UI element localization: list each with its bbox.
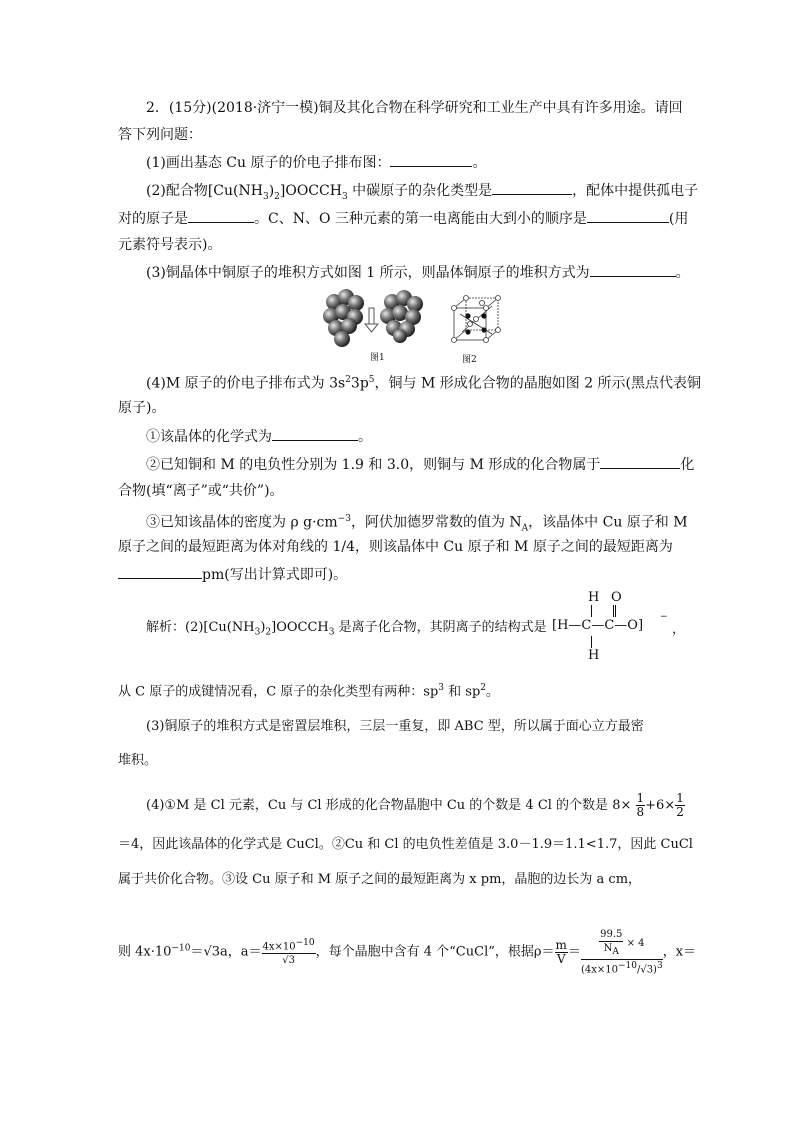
part2-text: 中碳原子的杂化类型是 (347, 183, 493, 199)
sqrt-3: √3 (203, 944, 220, 960)
solution-text: 则 4x·10 (118, 944, 172, 960)
subscript: 3 (254, 627, 261, 638)
part1-end: 。 (472, 155, 487, 171)
bond-line (615, 605, 616, 617)
part3-text: (3)铜晶体中铜原子的堆积方式如图 1 所示，则晶体铜原子的堆积方式为 (146, 265, 590, 281)
part4-q3-line2: 原子之间的最短距离为体对角线的 1/4，则该晶体中 Cu 原子和 M 原子之间的最短距离为 (118, 539, 673, 555)
solution-text: a，a＝ (220, 944, 262, 960)
solution-text: 和 sp (444, 684, 481, 700)
numerator: m (555, 937, 567, 952)
solution-text: ，每个晶胞中含有 4 个“CuCl”，根据ρ＝ (315, 944, 555, 960)
solution-text: 从 C 原子的成键情况看，C 原子的杂化类型有两种：sp (118, 684, 439, 700)
part2-line1 (146, 180, 698, 207)
solution-text: ＝ (190, 944, 204, 960)
solution-text: (4)①M 是 Cl 元素，Cu 与 Cl 形成的化合物晶胞中 Cu 的个数是 4 Cl 的个数是 8× (146, 798, 632, 813)
subscript: 3 (341, 191, 348, 202)
q3-text: ，阿伏加德罗常数的值为 N (350, 514, 522, 531)
part2-text: ，配体中提供孤电子 (572, 183, 699, 199)
fig1-caption: 图1 (370, 353, 385, 363)
solution-line6: ＝4，因此该晶体的化学式是 CuCl。②Cu 和 Cl 的电负性差值是 3.0－1.9＝1.1<1.7，因此 CuCl (118, 837, 693, 852)
part1-text: (1)画出基态 Cu 原子的价电子排布图： (146, 155, 391, 171)
answer-blank[interactable] (590, 262, 676, 277)
q3-text: ，该晶体中 Cu 原子和 M (528, 514, 688, 531)
q3-text: pm(写出计算式即可)。 (202, 567, 348, 583)
solution-text: ，x＝ (662, 944, 697, 960)
fraction-one-eighth (636, 792, 646, 819)
superscript: −10 (295, 938, 315, 948)
superscript: −10 (617, 961, 637, 971)
fraction-one-half (675, 792, 685, 819)
part2-line2 (118, 208, 688, 229)
part4-text: (4)M 原子的价电子排布式为 3s (146, 375, 346, 392)
solution-text: ) (260, 620, 266, 635)
anion-structural-formula (552, 590, 672, 670)
part4-text: ，铜与 M 形成化合物的晶胞如图 2 所示(黑点代表铜 (374, 375, 702, 392)
anion-main-chain: [H—C—C—O] (552, 618, 644, 633)
part4-q2-line2: 合物(填“离子”或“共价”)。 (118, 483, 284, 499)
answer-blank[interactable] (600, 454, 680, 469)
part4-text: 3p (350, 375, 369, 392)
solution-line4: 堆积。 (118, 753, 158, 768)
answer-blank[interactable] (492, 180, 572, 195)
fraction-a (262, 937, 316, 967)
solution-text: ]OOCCH (271, 620, 329, 635)
part4-q1 (146, 426, 372, 447)
superscript: 2 (345, 375, 351, 385)
part4-q3-line1 (146, 509, 688, 538)
fig2-caption: 图2 (462, 355, 477, 365)
solution-line2 (118, 678, 499, 702)
bond-line (613, 605, 614, 617)
part4-line1 (146, 370, 701, 394)
solution-line8 (118, 928, 696, 976)
solution-text: ， (672, 622, 686, 637)
numerator: 1 (636, 791, 645, 805)
subscript: 3 (328, 627, 335, 638)
numerator: 1 (676, 791, 684, 805)
part2-text: (2)配合物[Cu(NH (146, 183, 263, 199)
part2-text: ]OOCCH (279, 183, 342, 199)
denominator: √3 (282, 955, 295, 967)
q1-end: 。 (358, 429, 372, 445)
part2-text: 对的原子是 (118, 211, 188, 227)
solution-text: 是离子化合物，其阴离子的结构式是 (334, 620, 547, 635)
fig1-packing-image (322, 288, 432, 348)
solution-text: ＝ (567, 944, 581, 960)
part3 (146, 262, 690, 283)
part2-text: 。C、N、O 三种元素的第一电离能由大到小的顺序是 (254, 211, 587, 227)
answer-blank[interactable] (188, 208, 254, 223)
density-fraction (581, 928, 663, 976)
cell-edge-expression: /√3) (636, 964, 657, 976)
part2-line3: 元素符号表示)。 (118, 237, 222, 253)
atom-H-bottom: H (588, 648, 600, 663)
part3-end: 。 (675, 265, 690, 281)
part1 (146, 152, 486, 173)
superscript: −3 (337, 514, 351, 524)
q2-text: 化 (680, 457, 695, 473)
answer-blank[interactable] (272, 426, 358, 441)
atom-O-top: O (611, 590, 622, 605)
denominator: 8 (636, 805, 645, 819)
solution-text: 解析：(2)[Cu(NH (146, 620, 255, 635)
cell-edge-expression: (4x×10 (580, 964, 618, 976)
charge: − (660, 612, 668, 622)
fraction-m-over-v (555, 939, 568, 966)
q3-text: ③已知该晶体的密度为 ρ g·cm (146, 514, 338, 531)
solution-text: +6× (645, 798, 676, 813)
part2-text: ) (268, 183, 275, 199)
part2-text: (用 (668, 211, 689, 227)
q1-text: ①该晶体的化学式为 (146, 429, 272, 445)
solution-text: 。 (486, 684, 500, 700)
subscript: 3 (262, 191, 269, 202)
superscript: 3 (438, 683, 445, 693)
subscript: 2 (265, 627, 272, 638)
part4-q3-line3 (118, 564, 347, 585)
question-stem-line1: 2．(15分)(2018·济宁一模)铜及其化合物在科学研究和工业生产中具有许多用途。请回 (146, 100, 683, 116)
avogadro-symbol: N (603, 943, 613, 954)
answer-blank[interactable] (587, 208, 669, 223)
numerator: 4x×10 (262, 941, 296, 953)
multiplier: × 4 (626, 938, 645, 949)
subscript: A (612, 947, 619, 957)
solution-line3: (3)铜原子的堆积方式是密置层堆积，三层一重复，即 ABC 型，所以属于面心立方最密 (146, 719, 644, 734)
part4-line2: 原子)。 (118, 400, 166, 416)
atom-H-top: H (588, 590, 600, 605)
answer-blank[interactable] (118, 564, 202, 579)
q2-text: ②已知铜和 M 的电负性分别为 1.9 和 3.0，则铜与 M 形成的化合物属于 (146, 457, 601, 473)
question-stem-line2: 答下列问题： (118, 127, 202, 143)
fig2-unit-cell-image (450, 294, 502, 344)
subscript: 2 (274, 191, 280, 202)
denominator: V (556, 951, 566, 966)
solution-line5 (146, 792, 685, 819)
superscript: 2 (480, 683, 487, 693)
superscript: 5 (368, 375, 375, 385)
bond-line (591, 636, 592, 648)
superscript: 3 (656, 961, 663, 971)
solution-line7: 属于共价化合物。③设 Cu 原子和 M 原子之间的最短距离为 x pm，晶胞的边长为 a cm， (118, 872, 642, 887)
subscript: A (521, 523, 529, 534)
bond-line (591, 605, 592, 617)
molar-mass: 99.5 (600, 929, 623, 940)
superscript: −10 (171, 943, 191, 954)
denominator: 2 (676, 805, 684, 819)
answer-blank[interactable] (390, 152, 472, 167)
part4-q2-line1 (146, 454, 694, 475)
solution-line1 (146, 618, 547, 643)
